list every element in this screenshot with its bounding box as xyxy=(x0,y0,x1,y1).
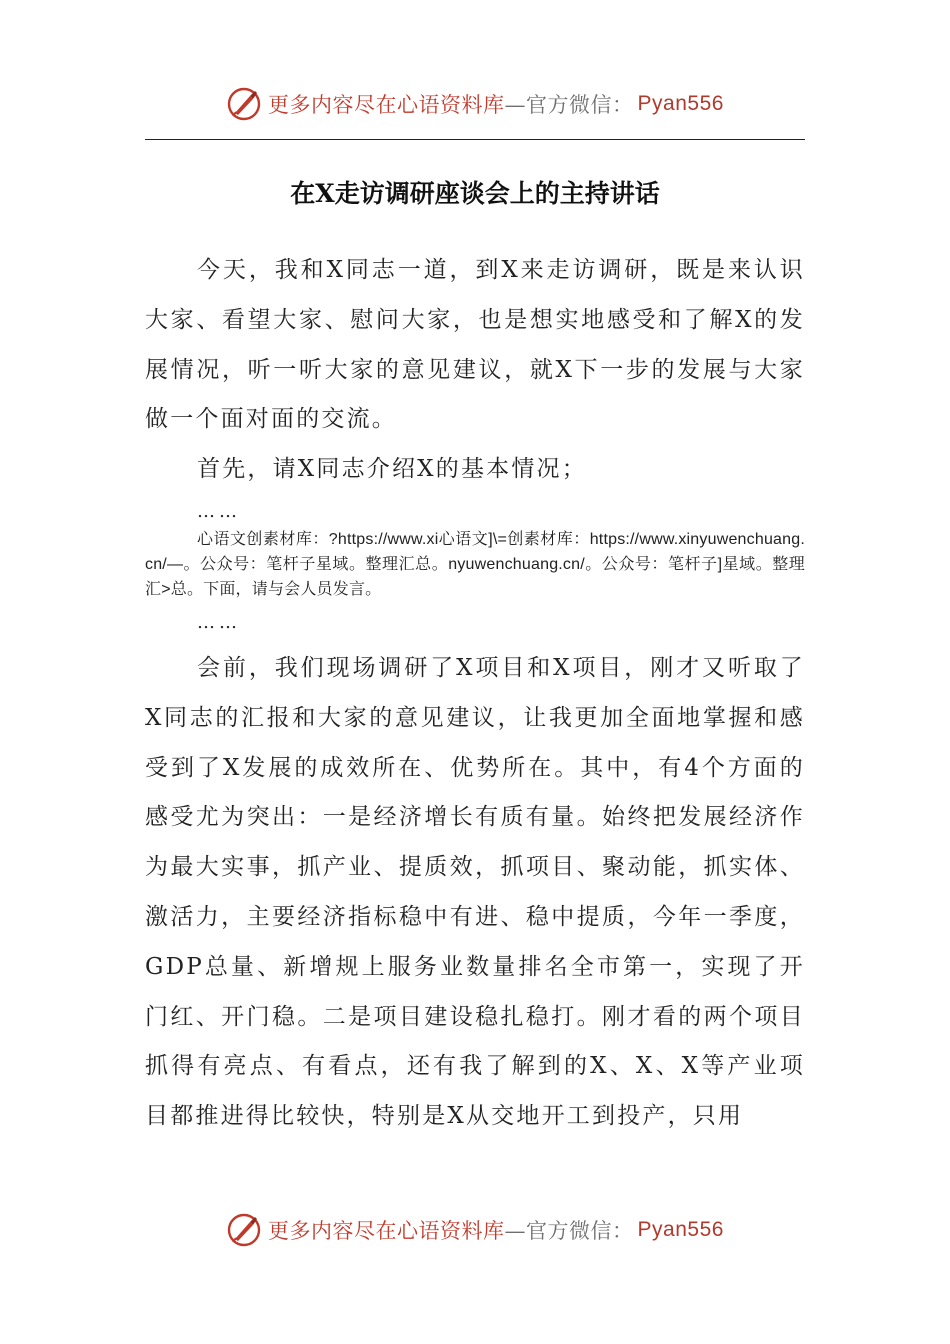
banner-suffix-text: —官方微信： xyxy=(504,1219,634,1243)
header-banner xyxy=(0,82,950,126)
banner-wechat-id: Pyan556 xyxy=(637,1218,724,1241)
ellipsis-1: …… xyxy=(197,500,241,522)
document-title: 在X走访调研座谈会上的主持讲话 xyxy=(290,179,660,208)
banner-wechat-id: Pyan556 xyxy=(637,92,724,115)
banner-prefix-text: 更多内容尽在心语资料库 xyxy=(268,1219,505,1243)
footer-banner xyxy=(0,1208,950,1252)
quill-pen-icon xyxy=(226,1212,262,1248)
banner-prefix-text: 更多内容尽在心语资料库 xyxy=(268,93,505,117)
document-body xyxy=(145,246,805,1142)
quill-pen-icon xyxy=(226,86,262,122)
paragraph-first: 首先，请X同志介绍X的基本情况； xyxy=(197,456,587,483)
paragraph-main: 会前，我们现场调研了X项目和X项目，刚才又听取了X同志的汇报和大家的意见建议，让我更加全面地掌握和感受到了X发展的成效所在、优势所在。其中，有4个方面的感受尤为突出：一是经济增长有质有量。始终把发展经济作为最大实事，抓产业、提质效，抓项目、聚动能，抓实体、激活力，主要经济指标稳中有进、稳中提质，今年一季度，GDP总量、新增规上服务业数量排名全市第一，实现了开门红、开门稳。二是项目建设稳扎稳打。刚才看的两个项目抓得有亮点、有看点，还有我了解到的X、X、X等产业项目都推进得比较快，特别是X从交地开工到投产，只用 xyxy=(145,654,805,1130)
banner-suffix-text: —官方微信： xyxy=(504,93,634,117)
watermark-note: 心语文创素材库：?https://www.xi心语文]\=创素材库：https://www.xinyuwenchuang.cn/—。公众号：笔杆子星域。整理汇总。nyuwenchuang.cn/。公众号：笔杆子]星域。整理汇>总。下面，请与会人员发言。 xyxy=(145,530,805,598)
header-divider xyxy=(145,139,805,140)
paragraph-intro: 今天，我和X同志一道，到X来走访调研，既是来认识大家、看望大家、慰问大家，也是想实地感受和了解X的发展情况，听一听大家的意见建议，就X下一步的发展与大家做一个面对面的交流。 xyxy=(145,257,805,433)
ellipsis-2: …… xyxy=(197,611,241,633)
